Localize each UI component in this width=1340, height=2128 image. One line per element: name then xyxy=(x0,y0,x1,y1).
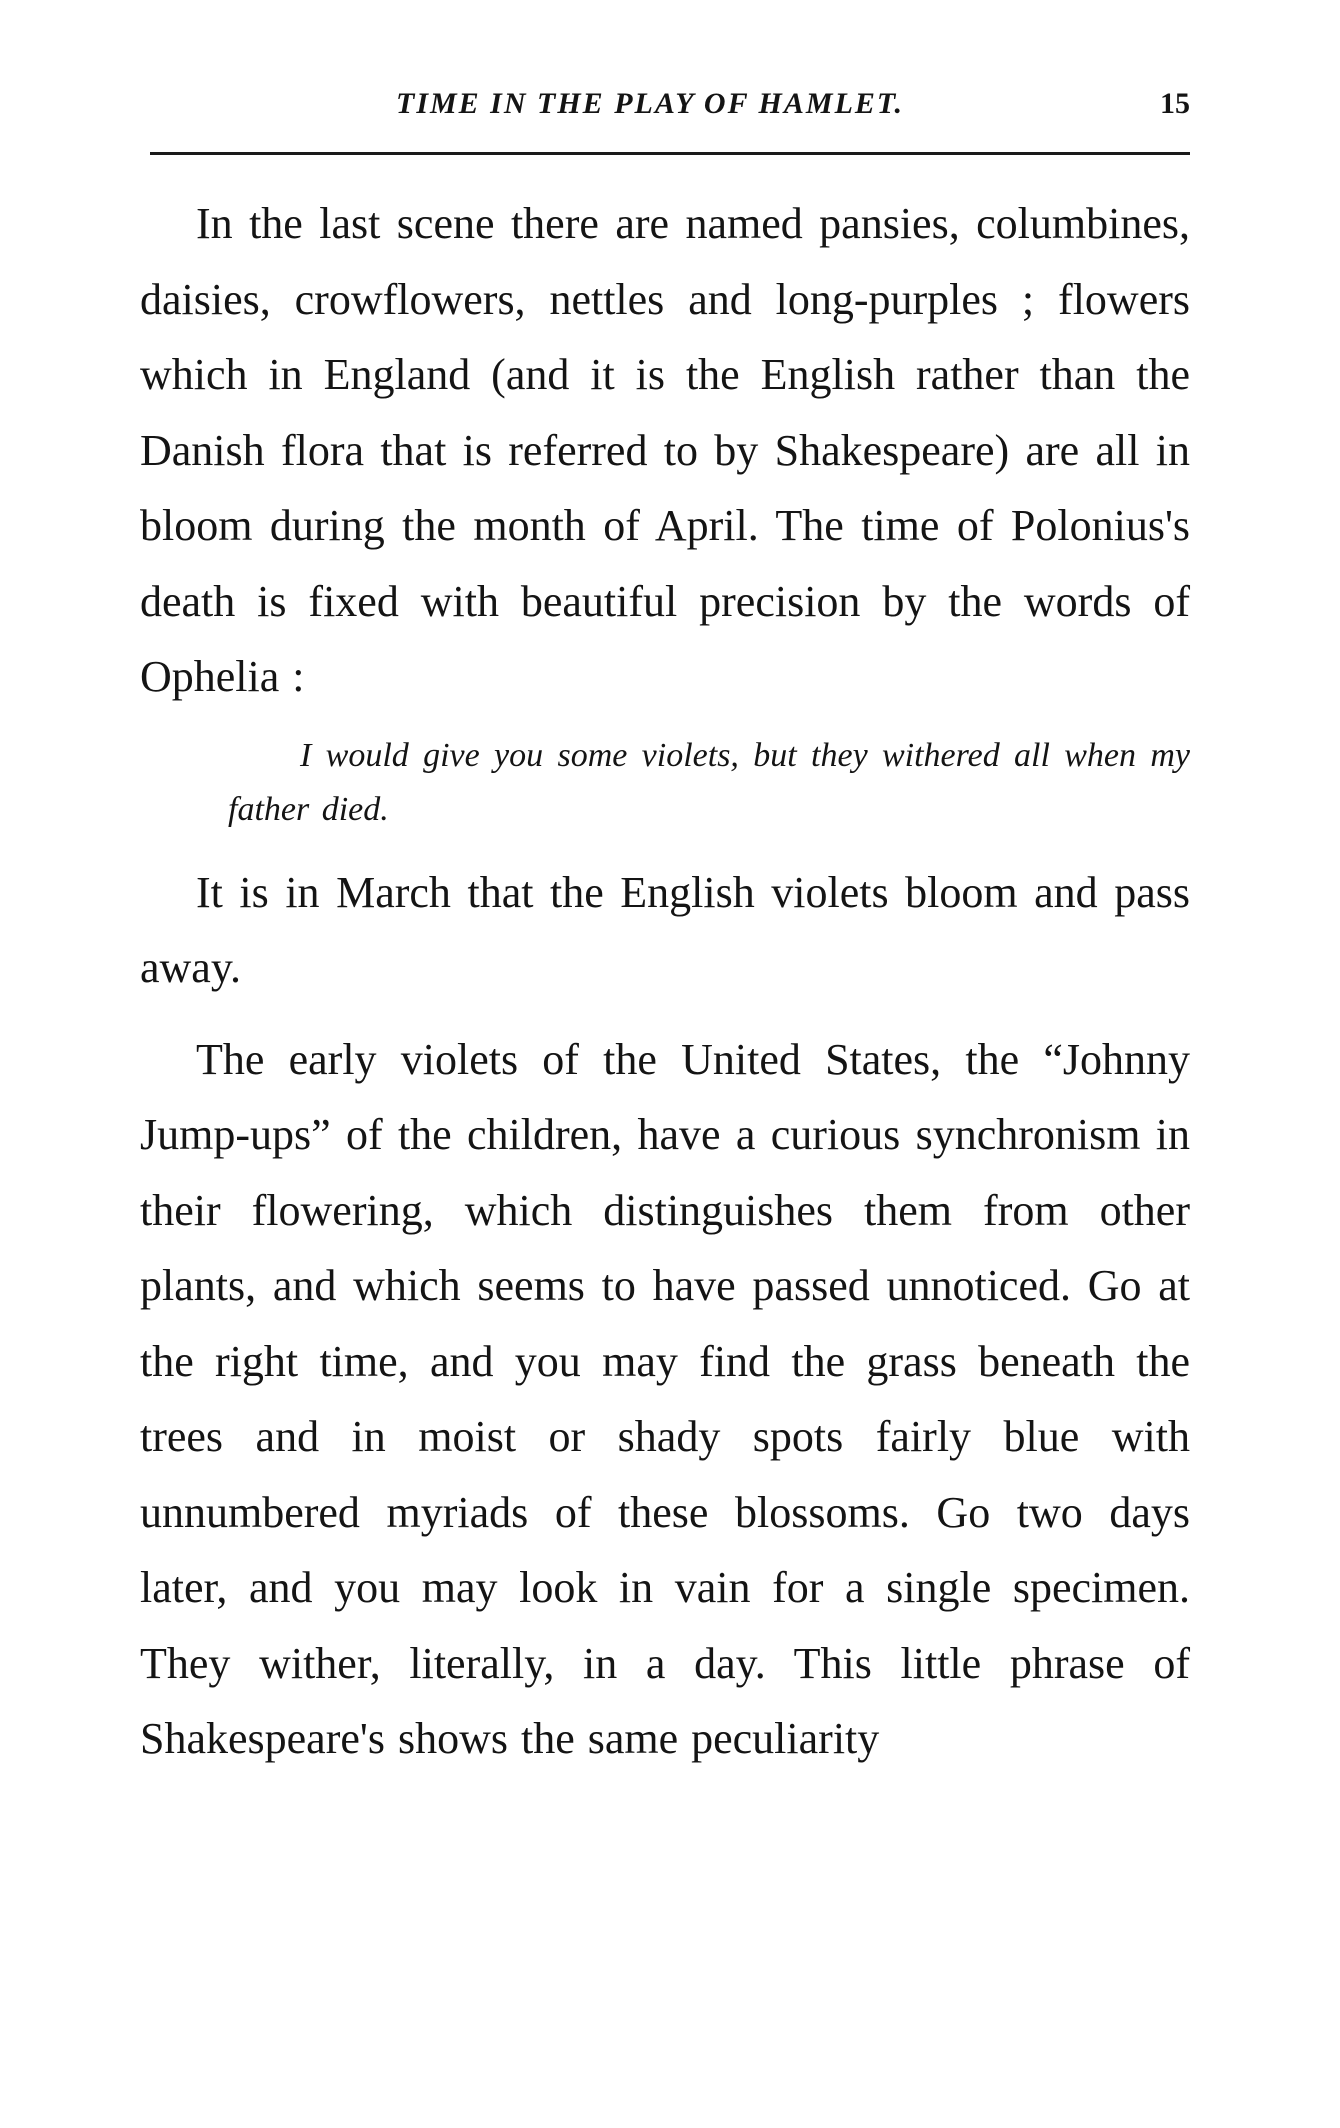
ophelia-quotation: I would give you some violets, but they withered all when my father died. xyxy=(228,736,1190,828)
header-rule xyxy=(150,152,1190,155)
paragraph-flowers: In the last scene there are named pansies, columbines, daisies, crowflowers, nettles and long-purples ; flowers which in England (and it is the English rather than the Danish flora that is referred to by Shakespeare) are all in bloom during the month of April. The time of Polonius's death is fixed with beautiful precision by the words of Ophelia : xyxy=(140,199,1190,701)
running-title: TIME IN THE PLAY OF HAMLET. xyxy=(396,87,904,120)
running-head xyxy=(150,84,1190,134)
paragraph-early-violets: The early violets of the United States, the “Johnny Jump-ups” of the children, have a curious synchronism in their flowering, which distinguishes them from other plants, and which seems to have passed unnoticed. Go at the right time, and you may find the grass beneath the trees and in moist or shady spots fairly blue with unnumbered myriads of these blossoms. Go two days later, and you may look in vain for a single specimen. They wither, literally, in a day. This little phrase of Shakespeare's shows the same peculiarity xyxy=(140,1034,1190,1763)
paragraph-march-violets: It is in March that the English violets bloom and pass away. xyxy=(140,867,1190,992)
page-number: 15 xyxy=(1160,87,1190,120)
body-text xyxy=(140,186,1190,1777)
